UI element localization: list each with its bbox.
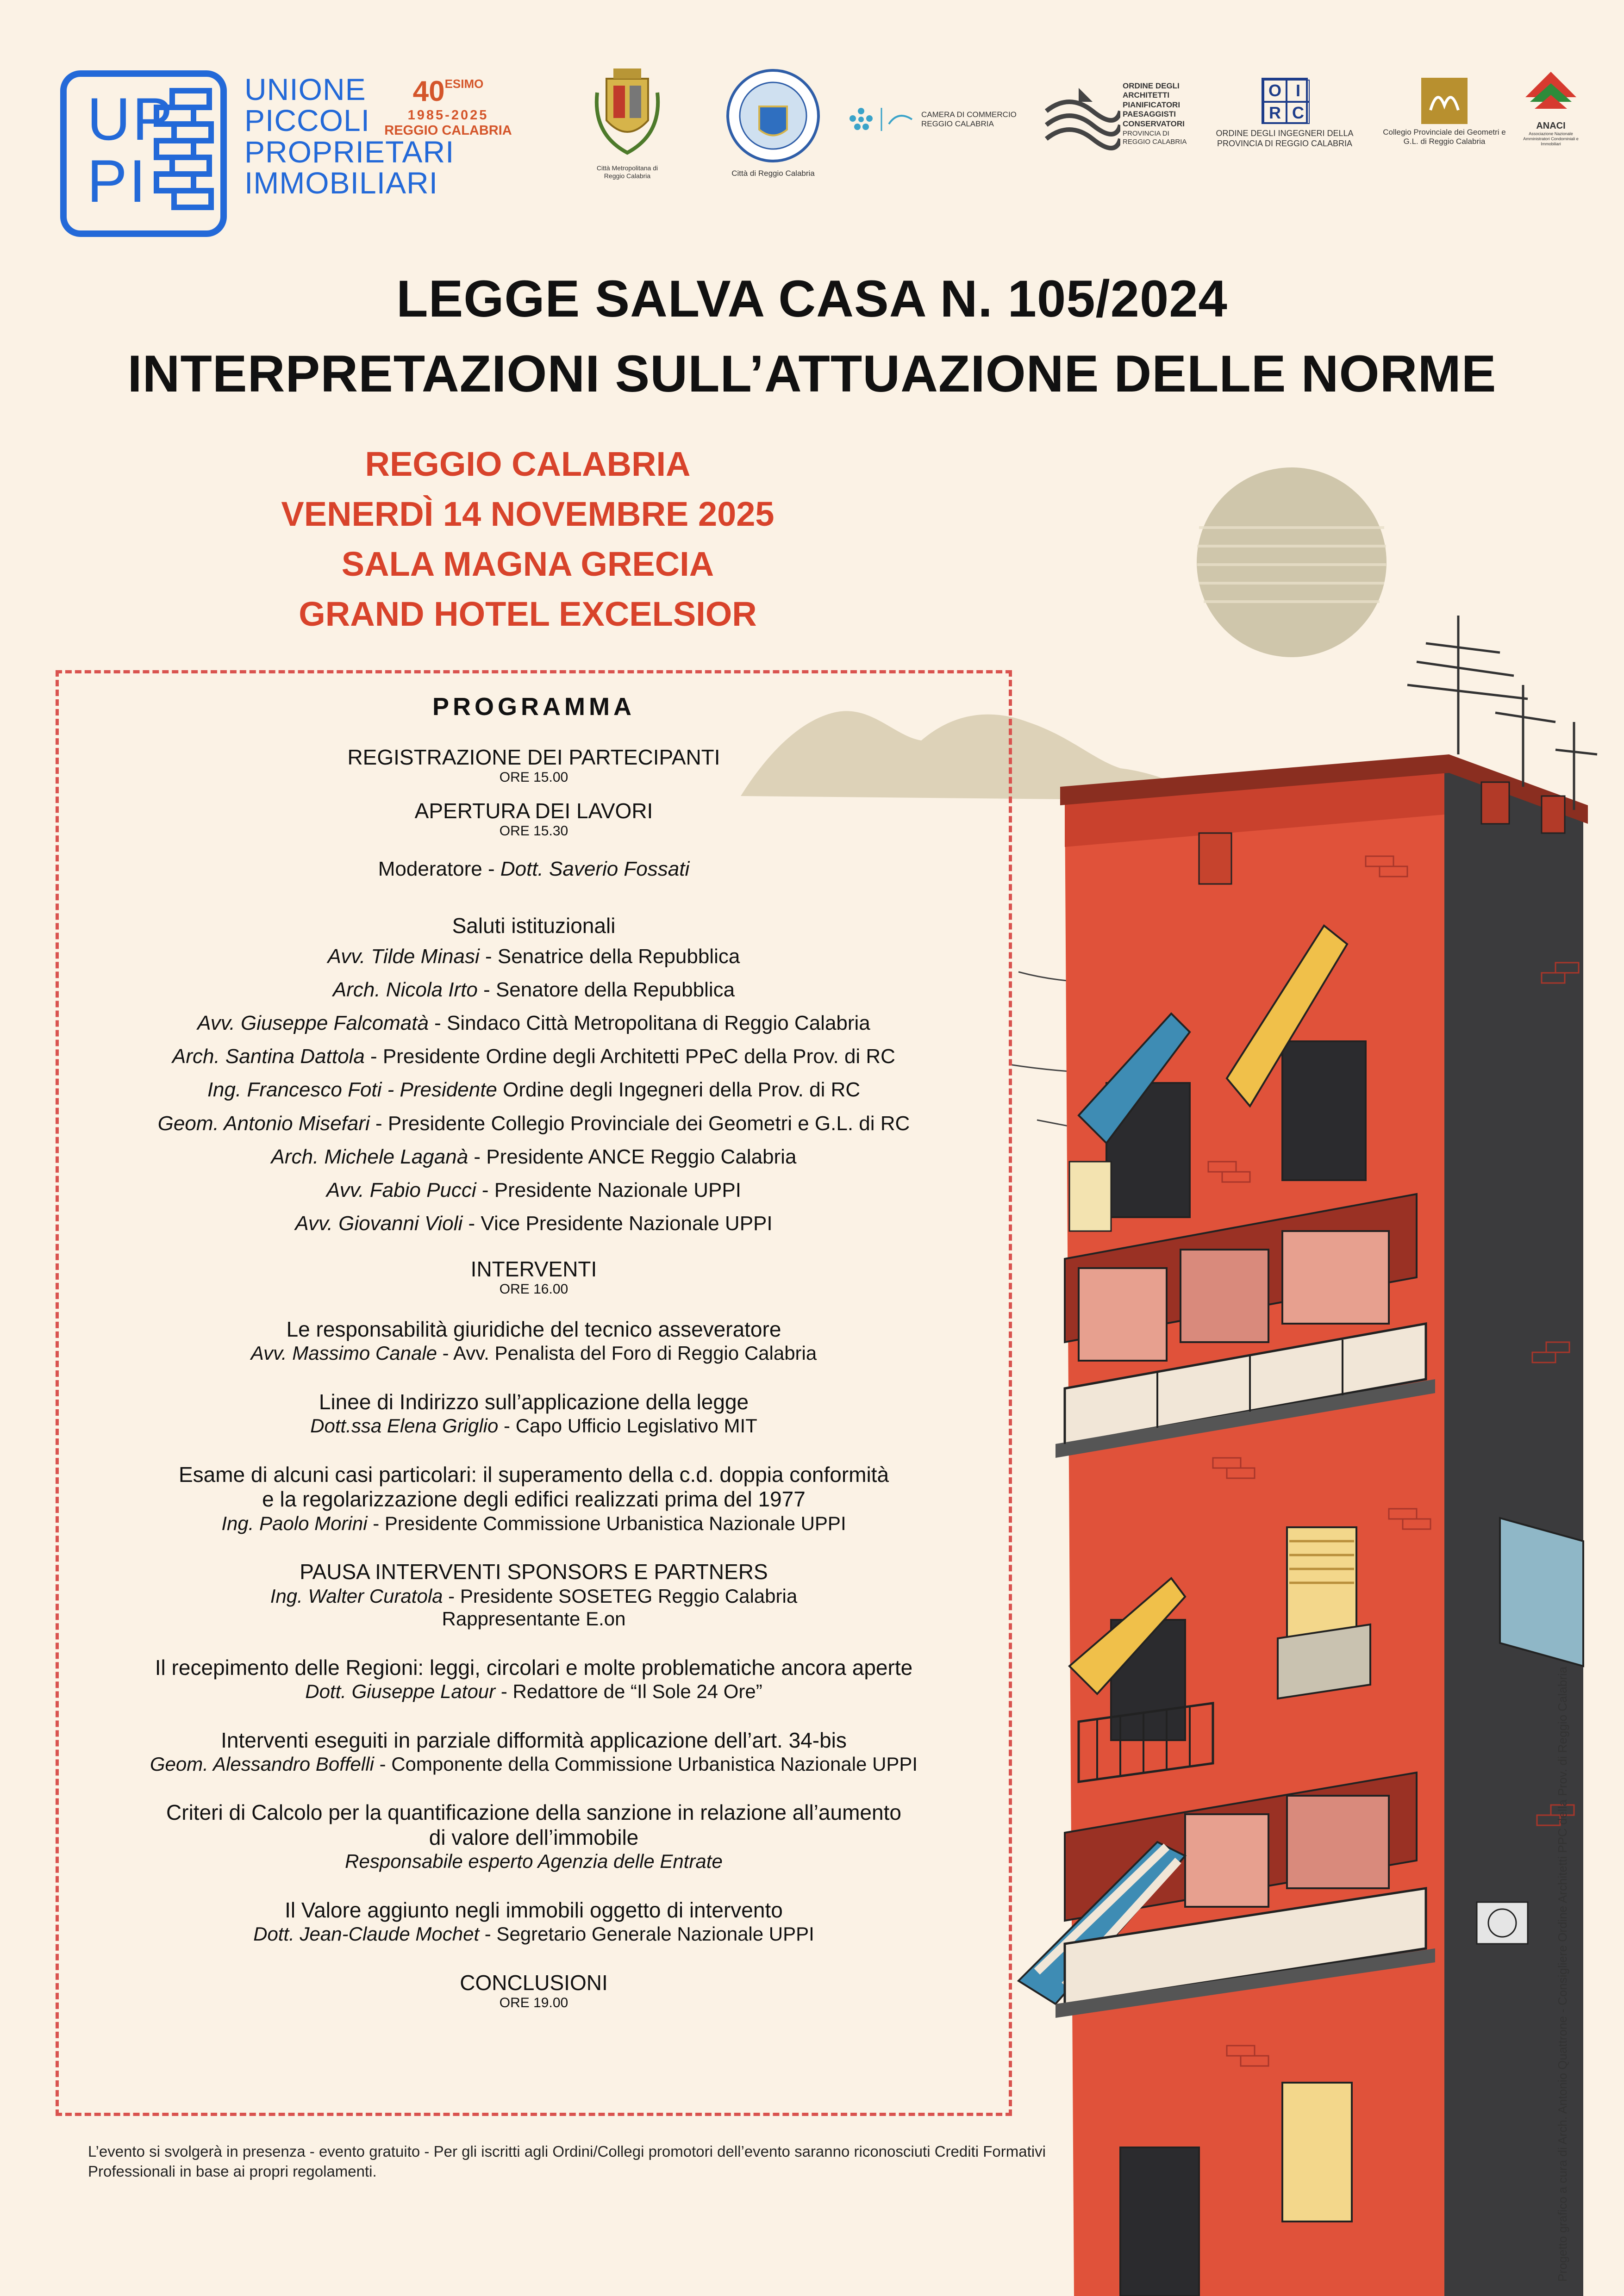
chamber-icon — [847, 106, 875, 133]
talk-title: di valore dell’immobile — [429, 1825, 639, 1849]
greeting-item — [59, 1073, 1009, 1107]
speaker-role: - Redattore de “Il Sole 24 Ore” — [495, 1680, 762, 1703]
greeting-item — [59, 1140, 1009, 1174]
speaker-role: - Vice Presidente Nazionale UPPI — [462, 1212, 773, 1235]
speaker-name: Geom. Alessandro Boffelli — [150, 1753, 374, 1775]
partner-caption: Collegio Provinciale dei Geometri e G.L. di Reggio Calabria — [1383, 128, 1506, 146]
speaker-name: Dott. Giuseppe Latour — [305, 1680, 496, 1703]
program — [59, 694, 1009, 2024]
talk-speaker — [59, 1680, 1009, 1703]
partner-caption: ORDINE DEGLI ARCHITETTI PIANIFICATORI PAESAGGISTI CONSERVATORI — [1123, 81, 1185, 128]
speaker-role: - Presidente SOSETEG Reggio Calabria — [443, 1585, 798, 1607]
greeting-item — [59, 1174, 1009, 1207]
speaker-name: Geom. Antonio Misefari — [157, 1112, 370, 1135]
registration-time: ORE 15.00 — [499, 769, 568, 785]
talk-speaker — [59, 1923, 1009, 1946]
uppi-name-line: PROPRIETARI — [244, 134, 455, 169]
speaker-role: - Presidente Commissione Urbanistica Nazionale UPPI — [367, 1512, 846, 1534]
partner-logo-architects — [1042, 79, 1199, 157]
talk-item — [59, 1655, 1009, 1703]
greeting-item — [59, 940, 1009, 973]
engineers-letter: C — [1287, 102, 1310, 124]
city-seal-icon — [722, 65, 824, 167]
moderator — [59, 852, 1009, 886]
greeting-item — [59, 1007, 1009, 1040]
speaker-name: Ing. Walter Curatola — [270, 1585, 443, 1607]
speaker-name: Responsabile esperto Agenzia delle Entrate — [345, 1850, 723, 1873]
partner-caption: Città di Reggio Calabria — [731, 169, 815, 178]
conclusions-time: ORE 19.00 — [499, 1995, 568, 2010]
event-venue: GRAND HOTEL EXCELSIOR — [299, 595, 757, 633]
speaker-name: Ing. Paolo Morini — [221, 1512, 368, 1534]
talks-list — [59, 1317, 1009, 1946]
speaker-name: Arch. Michele Laganà — [271, 1145, 468, 1168]
uppi-logo — [60, 70, 227, 237]
engineers-mark — [1262, 78, 1308, 124]
greeting-item — [59, 1107, 1009, 1140]
speaker-role: - Senatore della Repubblica — [477, 978, 735, 1001]
conclusions-label: CONCLUSIONI — [460, 1970, 608, 1995]
anniversary-suffix: ESIMO — [444, 77, 484, 91]
talk-speaker — [59, 1414, 1009, 1437]
partner-caption: ANACI — [1536, 121, 1566, 131]
speaker-role: - Avv. Penalista del Foro di Reggio Calabria — [437, 1342, 817, 1364]
graphic-credit: Progetto grafico a cura di Arch. Antonio Quattrone - Consigliere Ordine Architetti PPC della Prov. di Reggio Calabria — [1555, 1666, 1569, 2282]
footer-note: L’evento si svolgerà in presenza - evento gratuito - Per gli iscritti agli Ordini/Collegi promotori dell’evento saranno riconosciuti Crediti Formativi Professionali in base ai propri regolamenti. — [88, 2143, 1046, 2180]
greeting-item — [59, 1207, 1009, 1240]
talk-title: Il Valore aggiunto negli immobili oggetto di intervento — [285, 1898, 783, 1922]
architects-icon — [1042, 83, 1120, 153]
speaker-role: - Sindaco Città Metropolitana di Reggio Calabria — [428, 1012, 870, 1035]
talk-title: Esame di alcuni casi particolari: il superamento della c.d. doppia conformità — [178, 1462, 889, 1487]
speaker-name: Ing. Francesco Foti - Presidente — [207, 1078, 497, 1101]
speaker-name: Dott.ssa Elena Griglio — [310, 1415, 499, 1437]
talk-speaker — [59, 1753, 1009, 1776]
speaker-role: - Componente della Commissione Urbanistica Nazionale UPPI — [374, 1753, 918, 1775]
talk-speaker — [59, 1585, 1009, 1608]
event-room: SALA MAGNA GRECIA — [341, 545, 714, 583]
event-city: REGGIO CALABRIA — [365, 445, 691, 483]
program-title: PROGRAMMA — [432, 693, 635, 721]
greeting-item — [59, 973, 1009, 1007]
anaci-icon — [1523, 69, 1579, 120]
speaker-role: - Segretario Generale Nazionale UPPI — [479, 1923, 814, 1945]
talk-item — [59, 1317, 1009, 1365]
speaker-role: Ordine degli Ingegneri della Prov. di RC — [497, 1078, 861, 1101]
uppi-letters-top: UP — [87, 85, 175, 153]
moderator-role: Moderatore - — [378, 857, 500, 880]
partner-logo-engineers — [1204, 78, 1366, 149]
partner-logo-metro — [588, 65, 667, 180]
event-date: VENERDÌ 14 NOVEMBRE 2025 — [281, 495, 775, 533]
opening-label: APERTURA DEI LAVORI — [414, 798, 653, 823]
speaker-name: Arch. Nicola Irto — [332, 978, 478, 1001]
talk-item — [59, 1462, 1009, 1535]
partner-caption: CAMERA DI COMMERCIO REGGIO CALABRIA — [921, 110, 1017, 129]
partner-logo-anaci — [1518, 69, 1583, 146]
uppi-letters-bottom: PI — [87, 147, 148, 215]
talk-title: Linee di Indirizzo sull’applicazione della legge — [319, 1390, 749, 1414]
speaker-name: Avv. Giuseppe Falcomatà — [197, 1012, 429, 1035]
anniversary-years: 1985-2025 — [407, 108, 489, 123]
opening-time: ORE 15.30 — [499, 823, 568, 839]
surveyors-icon — [1421, 78, 1468, 124]
engineers-letter: I — [1287, 80, 1310, 102]
talk-title: PAUSA INTERVENTI SPONSORS E PARTNERS — [300, 1560, 768, 1584]
interventions-label: INTERVENTI — [470, 1257, 597, 1282]
greetings-list — [59, 940, 1009, 1240]
uppi-name-line: IMMOBILIARI — [244, 165, 438, 200]
talk-speaker — [59, 1850, 1009, 1873]
talk-item — [59, 1390, 1009, 1437]
speaker-role: - Presidente Collegio Provinciale dei Geometri e G.L. di RC — [369, 1112, 910, 1135]
talk-speaker — [59, 1512, 1009, 1535]
speaker-name: Avv. Tilde Minasi — [327, 945, 480, 968]
talk-item — [59, 1728, 1009, 1776]
partner-logo-city — [722, 65, 824, 178]
speaker-role: - Presidente Ordine degli Architetti PPeC della Prov. di RC — [364, 1045, 895, 1068]
greeting-item — [59, 1040, 1009, 1073]
talk-item — [59, 1898, 1009, 1946]
sun-icon — [1197, 467, 1387, 657]
anniversary-number: 40 — [412, 75, 445, 107]
title-line-2: INTERPRETAZIONI SULL’ATTUAZIONE DELLE NORME — [127, 345, 1497, 403]
partner-subcaption: Associazione Nazionale Amministratori Condominiali e Immobiliari — [1523, 131, 1579, 146]
moderator-name: Dott. Saverio Fossati — [500, 857, 690, 880]
partner-logo-surveyors — [1375, 78, 1514, 147]
anniversary-city: REGGIO CALABRIA — [384, 123, 512, 138]
speaker-name: Dott. Jean-Claude Mochet — [253, 1923, 480, 1945]
registration-label: REGISTRAZIONE DEI PARTECIPANTI — [347, 745, 720, 769]
talk-extra: Rappresentante E.on — [442, 1608, 626, 1630]
talk-title: e la regolarizzazione degli edifici realizzati prima del 1977 — [262, 1487, 806, 1512]
title-line-1: LEGGE SALVA CASA N. 105/2024 — [396, 270, 1228, 328]
partner-subcaption: PROVINCIA DI REGGIO CALABRIA — [1123, 130, 1187, 146]
speaker-role: - Presidente Nazionale UPPI — [476, 1178, 741, 1201]
engineers-letter: O — [1263, 80, 1287, 102]
talk-title: Criteri di Calcolo per la quantificazione della sanzione in relazione all’aumento — [166, 1800, 901, 1825]
chamber-mark-icon — [880, 106, 917, 133]
talk-title: Interventi eseguiti in parziale difformità applicazione dell’art. 34-bis — [221, 1728, 847, 1752]
speaker-name: Avv. Fabio Pucci — [326, 1178, 476, 1201]
uppi-name-line: PICCOLI — [244, 103, 370, 138]
partner-caption: Città Metropolitana di Reggio Calabria — [596, 164, 658, 180]
talk-item — [59, 1560, 1009, 1630]
talk-title: Il recepimento delle Regioni: leggi, circolari e molte problematiche ancora aperte — [155, 1655, 913, 1680]
coat-of-arms-icon — [588, 65, 667, 162]
speaker-role: - Capo Ufficio Legislativo MIT — [498, 1415, 757, 1437]
speaker-role: - Senatrice della Repubblica — [479, 945, 740, 968]
uppi-name-line: UNIONE — [244, 72, 366, 106]
talk-title: Le responsabilità giuridiche del tecnico asseveratore — [286, 1317, 781, 1342]
brick-icon — [154, 88, 214, 227]
talk-item — [59, 1800, 1009, 1873]
speaker-name: Avv. Massimo Canale — [250, 1342, 437, 1364]
engineers-letter: R — [1263, 102, 1287, 124]
partner-caption: ORDINE DEGLI INGEGNERI DELLA PROVINCIA DI REGGIO CALABRIA — [1216, 129, 1354, 148]
interventions-time: ORE 16.00 — [499, 1282, 568, 1297]
speaker-name: Arch. Santina Dattola — [172, 1045, 365, 1068]
speaker-role: - Presidente ANCE Reggio Calabria — [468, 1145, 797, 1168]
partner-logo-chamber — [847, 106, 1028, 138]
anniversary-badge — [374, 75, 522, 138]
talk-speaker — [59, 1342, 1009, 1365]
greetings-label: Saluti istituzionali — [452, 913, 616, 938]
speaker-name: Avv. Giovanni Violi — [295, 1212, 463, 1235]
